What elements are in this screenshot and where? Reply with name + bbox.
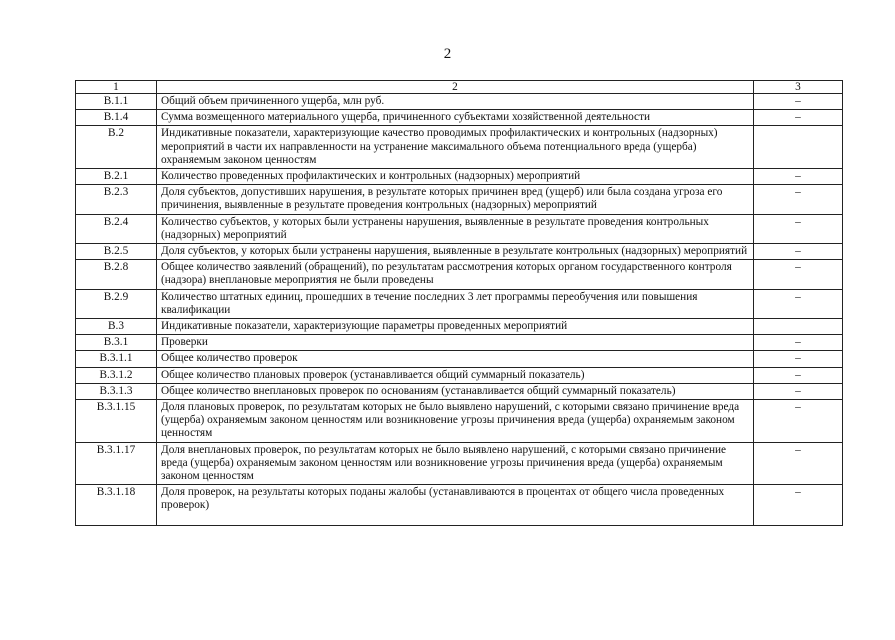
row-value: – (754, 367, 843, 383)
row-value: – (754, 485, 843, 526)
row-value: – (754, 351, 843, 367)
row-text: Общее количество заявлений (обращений), по результатам рассмотрения которых органом государственного контроля (надзора) внеплановые мероприятия не были проведены (157, 260, 754, 289)
table-row (76, 351, 843, 367)
row-code: В.3.1.1 (76, 351, 157, 367)
row-text: Общее количество внеплановых проверок по основаниям (устанавливается общий суммарный показатель) (157, 383, 754, 399)
row-value: – (754, 400, 843, 443)
row-code: В.3.1.2 (76, 367, 157, 383)
table-row (76, 169, 843, 185)
table-row (76, 400, 843, 443)
row-code: В.2.8 (76, 260, 157, 289)
table-row (76, 126, 843, 169)
column-header-description: 2 (157, 81, 754, 94)
table-row (76, 214, 843, 243)
row-code: В.3.1.18 (76, 485, 157, 526)
row-value (754, 126, 843, 169)
table-row (76, 367, 843, 383)
row-value: – (754, 185, 843, 214)
row-value: – (754, 244, 843, 260)
row-text: Доля внеплановых проверок, по результатам которых не было выявлено нарушений, с которыми связано причинение вреда (ущерба) охраняемым законом ценностям или возникновение угрозы причинения вреда (ущерба) охраняемым законом ценностям (157, 442, 754, 485)
row-value: – (754, 110, 843, 126)
row-code: В.2.9 (76, 289, 157, 318)
row-value: – (754, 214, 843, 243)
row-code: В.3.1.3 (76, 383, 157, 399)
row-text: Доля плановых проверок, по результатам которых не было выявлено нарушений, с которыми связано причинение вреда (ущерба) охраняемым законом ценностям или возникновение угрозы причинения вреда (ущерба) охраняемым законом ценностям (157, 400, 754, 443)
row-value: – (754, 335, 843, 351)
row-text: Количество субъектов, у которых были устранены нарушения, выявленные в результате проведения контрольных (надзорных) мероприятий (157, 214, 754, 243)
row-text: Доля субъектов, допустивших нарушения, в результате которых причинен вред (ущерб) или была создана угроза его причинения, выявленные в результате проведения контрольных (надзорных) мероприятий (157, 185, 754, 214)
table-row (76, 383, 843, 399)
table-row (76, 289, 843, 318)
page-number: 2 (443, 46, 452, 62)
row-code: В.2.5 (76, 244, 157, 260)
row-code: В.3.1.15 (76, 400, 157, 443)
row-text: Сумма возмещенного материального ущерба, причиненного субъектами хозяйственной деятельности (157, 110, 754, 126)
row-text: Количество штатных единиц, прошедших в течение последних 3 лет программы переобучения или повышения квалификации (157, 289, 754, 318)
indicators-table (75, 80, 843, 526)
row-code: В.3 (76, 319, 157, 335)
row-value (754, 319, 843, 335)
row-value: – (754, 383, 843, 399)
row-value: – (754, 260, 843, 289)
row-text: Индикативные показатели, характеризующие качество проводимых профилактических и контрольных (надзорных) мероприятий в части их направленности на устранение максимального объема потенциального вреда (ущерба) охраняемым законом ценностям (157, 126, 754, 169)
table-header-row (76, 81, 843, 94)
row-code: В.1.1 (76, 94, 157, 110)
table-row (76, 110, 843, 126)
row-text: Общее количество плановых проверок (устанавливается общий суммарный показатель) (157, 367, 754, 383)
row-text: Проверки (157, 335, 754, 351)
row-value: – (754, 442, 843, 485)
row-value: – (754, 94, 843, 110)
column-header-code: 1 (76, 81, 157, 94)
row-code: В.2 (76, 126, 157, 169)
row-text: Количество проведенных профилактических и контрольных (надзорных) мероприятий (157, 169, 754, 185)
table-row (76, 260, 843, 289)
table-row (76, 485, 843, 526)
row-code: В.1.4 (76, 110, 157, 126)
table-row (76, 244, 843, 260)
table-row (76, 185, 843, 214)
row-text: Индикативные показатели, характеризующие параметры проведенных мероприятий (157, 319, 754, 335)
column-header-value: 3 (754, 81, 843, 94)
row-code: В.2.1 (76, 169, 157, 185)
row-code: В.2.4 (76, 214, 157, 243)
row-text: Доля субъектов, у которых были устранены нарушения, выявленные в результате контрольных (надзорных) мероприятий (157, 244, 754, 260)
row-code: В.3.1 (76, 335, 157, 351)
row-value: – (754, 169, 843, 185)
table-row (76, 335, 843, 351)
row-code: В.2.3 (76, 185, 157, 214)
row-value: – (754, 289, 843, 318)
row-text: Общий объем причиненного ущерба, млн руб. (157, 94, 754, 110)
row-text: Общее количество проверок (157, 351, 754, 367)
table-row (76, 442, 843, 485)
row-code: В.3.1.17 (76, 442, 157, 485)
row-text: Доля проверок, на результаты которых поданы жалобы (устанавливаются в процентах от общего числа проведенных проверок) (157, 485, 754, 526)
table-row (76, 94, 843, 110)
table-row (76, 319, 843, 335)
